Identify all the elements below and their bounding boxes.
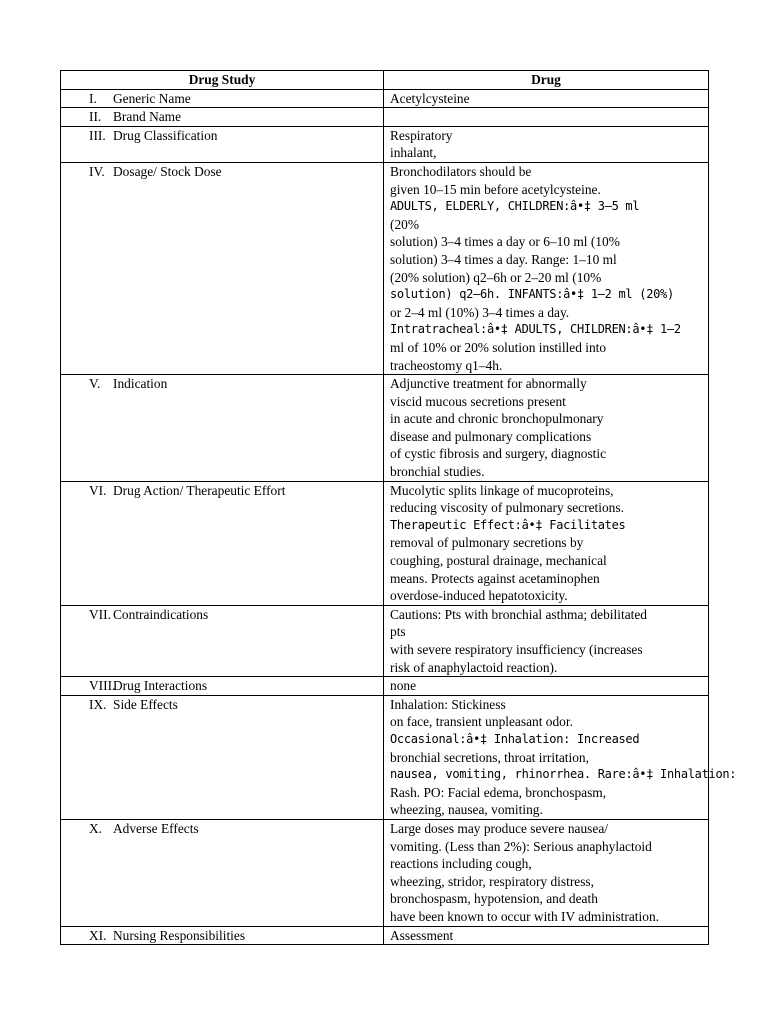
value-line: risk of anaphylactoid reaction).	[390, 659, 558, 675]
row-value-cell	[384, 605, 709, 676]
row-number: II.	[89, 109, 102, 125]
value-line: coughing, postural drainage, mechanical	[390, 553, 607, 569]
table-header-row	[61, 71, 709, 90]
table-row	[61, 677, 709, 696]
row-label-cell	[61, 481, 384, 605]
table-row	[61, 162, 709, 374]
row-label-cell	[61, 126, 384, 162]
value-line: with severe respiratory insufficiency (increases	[390, 642, 643, 657]
value-line: in acute and chronic bronchopulmonary	[390, 411, 604, 427]
value-line: reactions including cough,	[390, 856, 532, 872]
row-value-cell	[384, 695, 737, 819]
row-label: Dosage/ Stock Dose	[113, 163, 222, 179]
row-number: X.	[89, 820, 103, 836]
value-line: Rash. PO: Facial edema, bronchospasm,	[390, 784, 607, 800]
row-label-cell	[61, 677, 384, 696]
row-number: XI.	[89, 927, 107, 943]
value-line: given 10–15 min before acetylcysteine.	[390, 181, 601, 197]
value-line: Cautions: Pts with bronchial asthma; debilitated	[390, 606, 647, 622]
row-number: I.	[89, 90, 97, 106]
table-row	[61, 108, 709, 127]
row-number: VII.	[89, 606, 111, 622]
value-line: bronchial secretions, throat irritation,	[390, 749, 589, 765]
row-label: Adverse Effects	[113, 820, 199, 836]
row-label-cell	[61, 926, 384, 945]
value-line: viscid mucous secretions present	[390, 393, 566, 409]
table-row	[61, 695, 709, 819]
value-line: Occasional:â•‡ Inhalation: Increased	[390, 731, 640, 746]
row-label-cell	[61, 819, 384, 926]
table-row	[61, 375, 709, 482]
value-line: Large doses may produce severe nausea/	[390, 820, 609, 836]
value-line: Assessment	[390, 927, 454, 943]
value-line: or 2–4 ml (10%) 3–4 times a day.	[390, 304, 570, 320]
row-value-cell	[384, 162, 709, 374]
value-line: on face, transient unpleasant odor.	[390, 714, 573, 730]
value-line: removal of pulmonary secretions by	[390, 535, 584, 551]
value-line: Adjunctive treatment for abnormally	[390, 376, 587, 392]
drug-study-table	[60, 70, 737, 945]
value-line: solution) q2–6h. INFANTS:â•‡ 1–2 ml (20%)	[390, 287, 674, 302]
row-value-cell	[384, 677, 709, 696]
value-line: solution) 3–4 times a day or 6–10 ml (10%	[390, 234, 620, 250]
row-label: Drug Classification	[113, 127, 218, 143]
row-label: Brand Name	[113, 109, 182, 125]
value-line: ml of 10% or 20% solution instilled into	[390, 339, 607, 355]
row-number: III.	[89, 127, 106, 143]
row-number: V.	[89, 376, 101, 392]
value-line: means. Protects against acetaminophen	[390, 570, 600, 586]
value-line: none	[390, 678, 417, 694]
row-number: IV.	[89, 163, 105, 179]
row-label: Contraindications	[113, 606, 209, 622]
row-label: Generic Name	[113, 90, 191, 106]
value-line: ADULTS, ELDERLY, CHILDREN:â•‡ 3–5 ml	[390, 199, 640, 214]
value-line: Bronchodilators should be	[390, 163, 532, 179]
row-value-cell	[384, 819, 709, 926]
value-line: solution) 3–4 times a day. Range: 1–10 ml	[390, 251, 617, 267]
row-number: IX.	[89, 696, 107, 712]
value-line: reducing viscosity of pulmonary secretions.	[390, 500, 624, 516]
row-label-cell	[61, 89, 384, 108]
row-value-cell	[384, 108, 709, 127]
value-line: bronchial studies.	[390, 464, 485, 480]
value-line: of cystic fibrosis and surgery, diagnostic	[390, 446, 607, 462]
value-line: nausea, vomiting, rhinorrhea. Rare:â•‡ Inhalation:	[390, 767, 737, 782]
row-label-cell	[61, 695, 384, 819]
table-row	[61, 926, 709, 945]
header-drug-study: Drug Study	[61, 71, 384, 90]
value-line: bronchospasm, hypotension, and death	[390, 891, 598, 907]
value-line: overdose-induced hepatotoxicity.	[390, 588, 568, 604]
row-label-cell	[61, 162, 384, 374]
value-line: inhalant,	[390, 145, 437, 161]
table-body	[61, 89, 737, 945]
value-line	[390, 108, 708, 126]
table-row	[61, 89, 709, 108]
row-label-cell	[61, 375, 384, 482]
value-line: Inhalation: Stickiness	[390, 696, 506, 712]
value-line: disease and pulmonary complications	[390, 428, 592, 444]
value-line: Intratracheal:â•‡ ADULTS, CHILDREN:â•‡ 1–2	[390, 322, 681, 337]
value-line: wheezing, stridor, respiratory distress,	[390, 873, 594, 889]
value-line: have been known to occur with IV administration.	[390, 908, 659, 924]
table-row	[61, 481, 709, 605]
row-label: Drug Interactions	[113, 678, 208, 694]
row-number: VIII.	[89, 678, 116, 694]
value-line: pts	[390, 624, 406, 640]
row-label: Drug Action/ Therapeutic Effort	[113, 482, 286, 498]
value-line: vomiting. (Less than 2%): Serious anaphylactoid	[390, 838, 652, 854]
value-line: (20% solution) q2–6h or 2–20 ml (10%	[390, 269, 602, 285]
row-number: VI.	[89, 482, 107, 498]
header-drug: Drug	[384, 71, 709, 90]
value-line: Mucolytic splits linkage of mucoproteins,	[390, 482, 614, 498]
row-label: Indication	[113, 376, 168, 392]
row-value-cell	[384, 126, 709, 162]
row-label: Side Effects	[113, 696, 178, 712]
value-line: Acetylcysteine	[390, 90, 470, 106]
value-line: wheezing, nausea, vomiting.	[390, 802, 543, 818]
row-label-cell	[61, 605, 384, 676]
row-label-cell	[61, 108, 384, 127]
table-row	[61, 126, 709, 162]
table-row	[61, 819, 709, 926]
row-value-cell	[384, 926, 709, 945]
row-value-cell	[384, 375, 709, 482]
row-label: Nursing Responsibilities	[113, 927, 246, 943]
value-line: tracheostomy q1–4h.	[390, 357, 503, 373]
value-line: Therapeutic Effect:â•‡ Facilitates	[390, 517, 626, 532]
row-value-cell	[384, 89, 709, 108]
value-line: Respiratory	[390, 127, 453, 143]
value-line: (20%	[390, 216, 420, 232]
table-row	[61, 605, 709, 676]
row-value-cell	[384, 481, 709, 605]
